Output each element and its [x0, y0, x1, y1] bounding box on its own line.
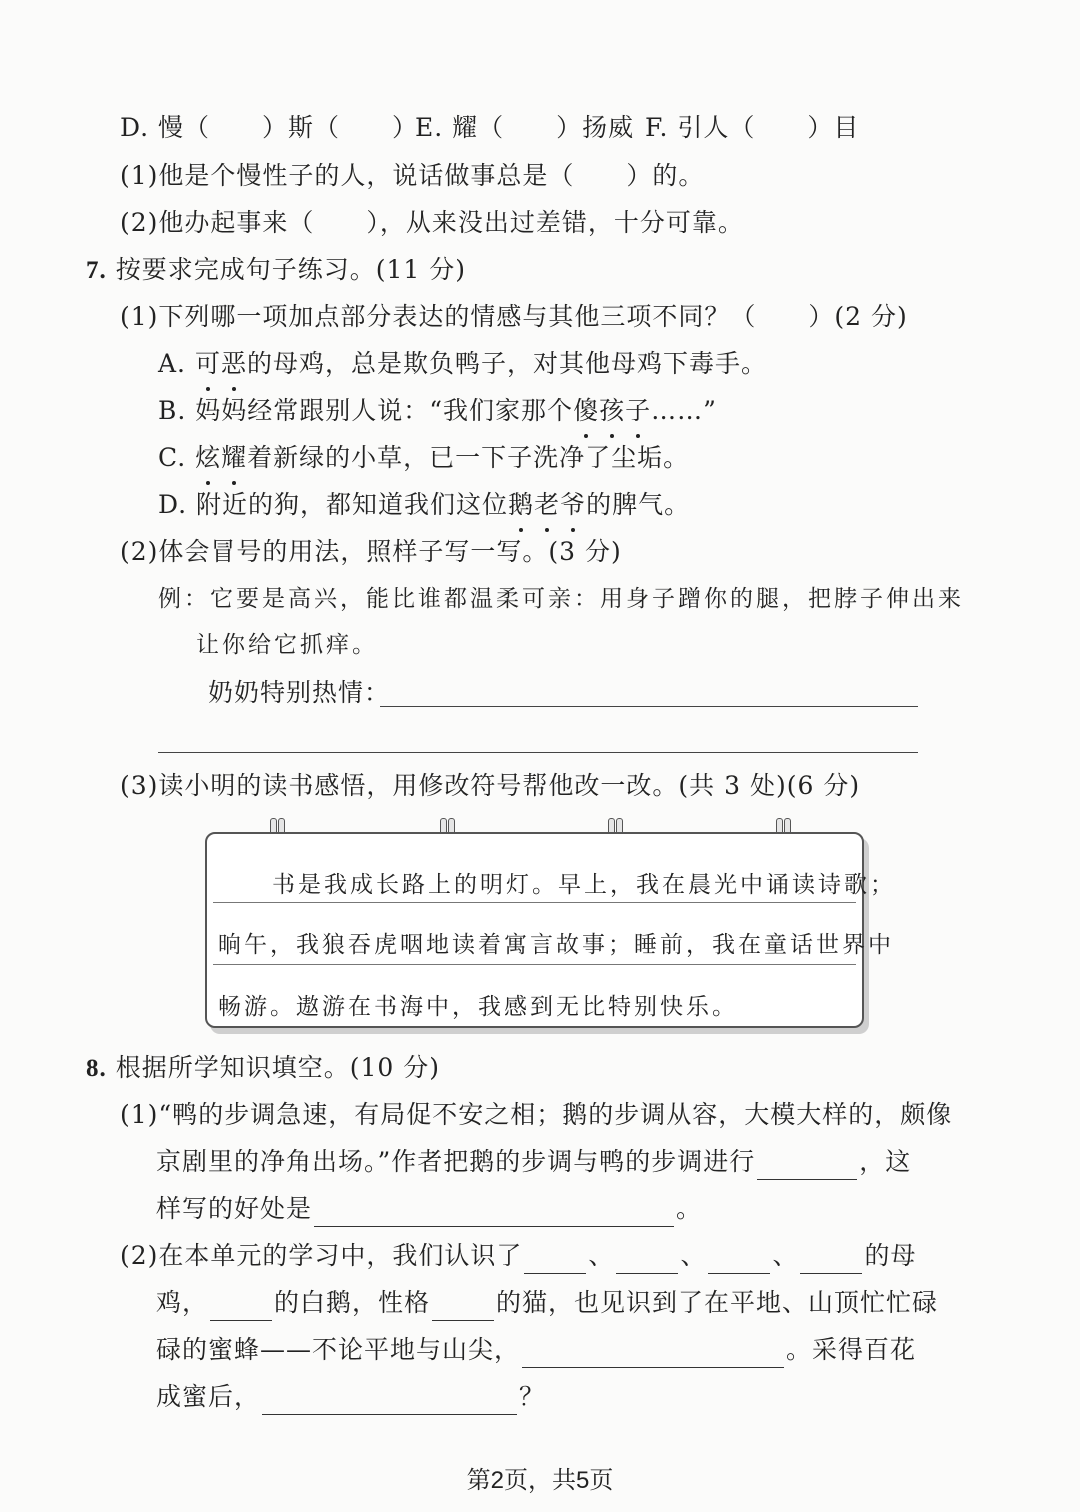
q7-option-b-text: ……”	[651, 396, 717, 425]
q8-sub1-line3-end: 。	[676, 1194, 703, 1223]
q8-number: 8.	[86, 1055, 107, 1082]
emphasis-char: 傻	[573, 393, 599, 429]
q8-sub2-line2-b: 的白鹅，性格	[274, 1288, 431, 1317]
q7-option-c-prefix: C.	[158, 443, 196, 472]
separator: 、	[772, 1241, 799, 1270]
emphasis-char: 孩	[599, 393, 625, 429]
q8-sub2-line2-a: 鸡，	[156, 1288, 209, 1317]
q8-sub2-line3-text: 碌的蜜蜂——不论平地与山尖，	[156, 1335, 521, 1364]
note-rule	[213, 902, 856, 903]
q8-title: 根据所学知识填空。(10 分)	[115, 1053, 440, 1082]
q6-option-f: F. 引人（ ）目	[645, 113, 860, 142]
q8-sub1-line2-text: 京剧里的净角出场。”作者把鹅的步调与鸭的步调进行	[156, 1147, 756, 1176]
q8-heading	[86, 1050, 440, 1087]
q7-sub1-prompt: (1)下列哪一项加点部分表达的情感与其他三项不同？（ ）(2 分)	[120, 302, 908, 331]
fill-blank[interactable]	[524, 1247, 586, 1274]
q7-title: 按要求完成句子练习。(11 分)	[115, 255, 466, 284]
fill-blank[interactable]	[708, 1247, 770, 1274]
q7-option-a-prefix: A.	[158, 349, 195, 378]
q7-sub3-prompt: (3)读小明的读书感悟，用修改符号帮他改一改。(共 3 处)(6 分)	[120, 771, 861, 800]
q7-option-c	[158, 440, 689, 476]
q7-example-line2: 让你给它抓痒。	[196, 632, 378, 658]
q7-option-b-prefix: B. 妈妈经常跟别人说：“我们家那个	[158, 396, 574, 425]
fill-blank[interactable]	[522, 1341, 784, 1368]
q7-option-c-text: 着新绿的小草，已一下子洗净了尘垢。	[247, 443, 690, 472]
q8-sub1-line3	[156, 1191, 702, 1227]
emphasis-char: 爷	[560, 487, 586, 523]
q6-item-2: (2)他办起事来（ ），从来没出过差错，十分可靠。	[120, 208, 744, 237]
q7-option-d-prefix: D. 附近的狗，都知道我们这位	[158, 490, 509, 519]
fill-blank[interactable]	[432, 1294, 494, 1321]
emphasis-char: 鹅	[508, 487, 534, 523]
q6-option-e: E. 耀（ ）扬威	[415, 113, 635, 142]
emphasis-char: 老	[534, 487, 560, 523]
note-line-3: 畅游。遨游在书海中，我感到无比特别快乐。	[218, 994, 738, 1020]
page-number: 第2页，共5页	[466, 1467, 614, 1494]
q8-sub2-line2	[156, 1285, 938, 1321]
note-line-1: 书是我成长路上的明灯。早上，我在晨光中诵读诗歌；	[272, 872, 896, 898]
separator: 、	[588, 1241, 615, 1270]
q7-option-b	[158, 393, 717, 429]
emphasis-char: 炫	[195, 440, 221, 476]
q8-sub1-line3-text: 样写的好处是	[156, 1194, 313, 1223]
answer-line[interactable]	[158, 752, 918, 753]
q7-fill-label: 奶奶特别热情：	[208, 678, 391, 707]
emphasis-char: 可	[195, 346, 221, 382]
q7-option-a	[158, 346, 767, 382]
q8-sub2-line4	[156, 1379, 545, 1415]
q6-option-d: D. 慢（ ）斯（ ）	[120, 113, 419, 142]
q8-sub2-line4-text: 成蜜后，	[156, 1382, 261, 1411]
q7-sub2-prompt: (2)体会冒号的用法，照样子写一写。(3 分)	[120, 537, 622, 566]
fill-blank[interactable]	[616, 1247, 678, 1274]
q8-sub1-line1: (1)“鸭的步调急速，有局促不安之相；鹅的步调从容，大模大样的，颇像	[120, 1100, 953, 1129]
q8-sub2-line3-end: 。采得百花	[786, 1335, 917, 1364]
fill-blank[interactable]	[757, 1153, 857, 1180]
q8-sub2-line1-text: (2)在本单元的学习中，我们认识了	[120, 1241, 523, 1270]
q8-sub2-line1	[120, 1238, 916, 1274]
q7-option-d-text: 的脾气。	[586, 490, 691, 519]
separator: 、	[680, 1241, 707, 1270]
q7-option-a-text: 的母鸡，总是欺负鸭子，对其他母鸡下毒手。	[246, 349, 767, 378]
fill-blank[interactable]	[800, 1247, 862, 1274]
q8-sub2-line3	[156, 1332, 916, 1368]
q8-sub2-line1-end: 的母	[864, 1241, 917, 1270]
q8-sub2-line4-end: ？	[519, 1382, 546, 1411]
emphasis-char: 子	[625, 393, 651, 429]
q8-sub1-line2-end: ，这	[859, 1147, 912, 1176]
q6-item-1: (1)他是个慢性子的人，说话做事总是（ ）的。	[120, 161, 705, 190]
q7-example-line1: 例：它要是高兴，能比谁都温柔可亲：用身子蹭你的腿，把脖子伸出来	[158, 586, 964, 612]
fill-blank[interactable]	[262, 1388, 517, 1415]
fill-blank[interactable]	[210, 1294, 272, 1321]
q7-heading	[86, 252, 466, 289]
q7-number: 7.	[86, 257, 107, 284]
q8-sub1-line2	[156, 1144, 911, 1180]
q8-sub2-line2-c: 的猫，也见识到了在平地、山顶忙忙碌	[496, 1288, 939, 1317]
note-rule	[213, 964, 856, 965]
note-line-2: 晌午，我狼吞虎咽地读着寓言故事；睡前，我在童话世界中	[218, 932, 894, 958]
answer-line[interactable]	[380, 706, 918, 707]
q7-option-d	[158, 487, 690, 523]
emphasis-char: 恶	[221, 346, 247, 382]
fill-blank[interactable]	[314, 1200, 674, 1227]
emphasis-char: 耀	[221, 440, 247, 476]
